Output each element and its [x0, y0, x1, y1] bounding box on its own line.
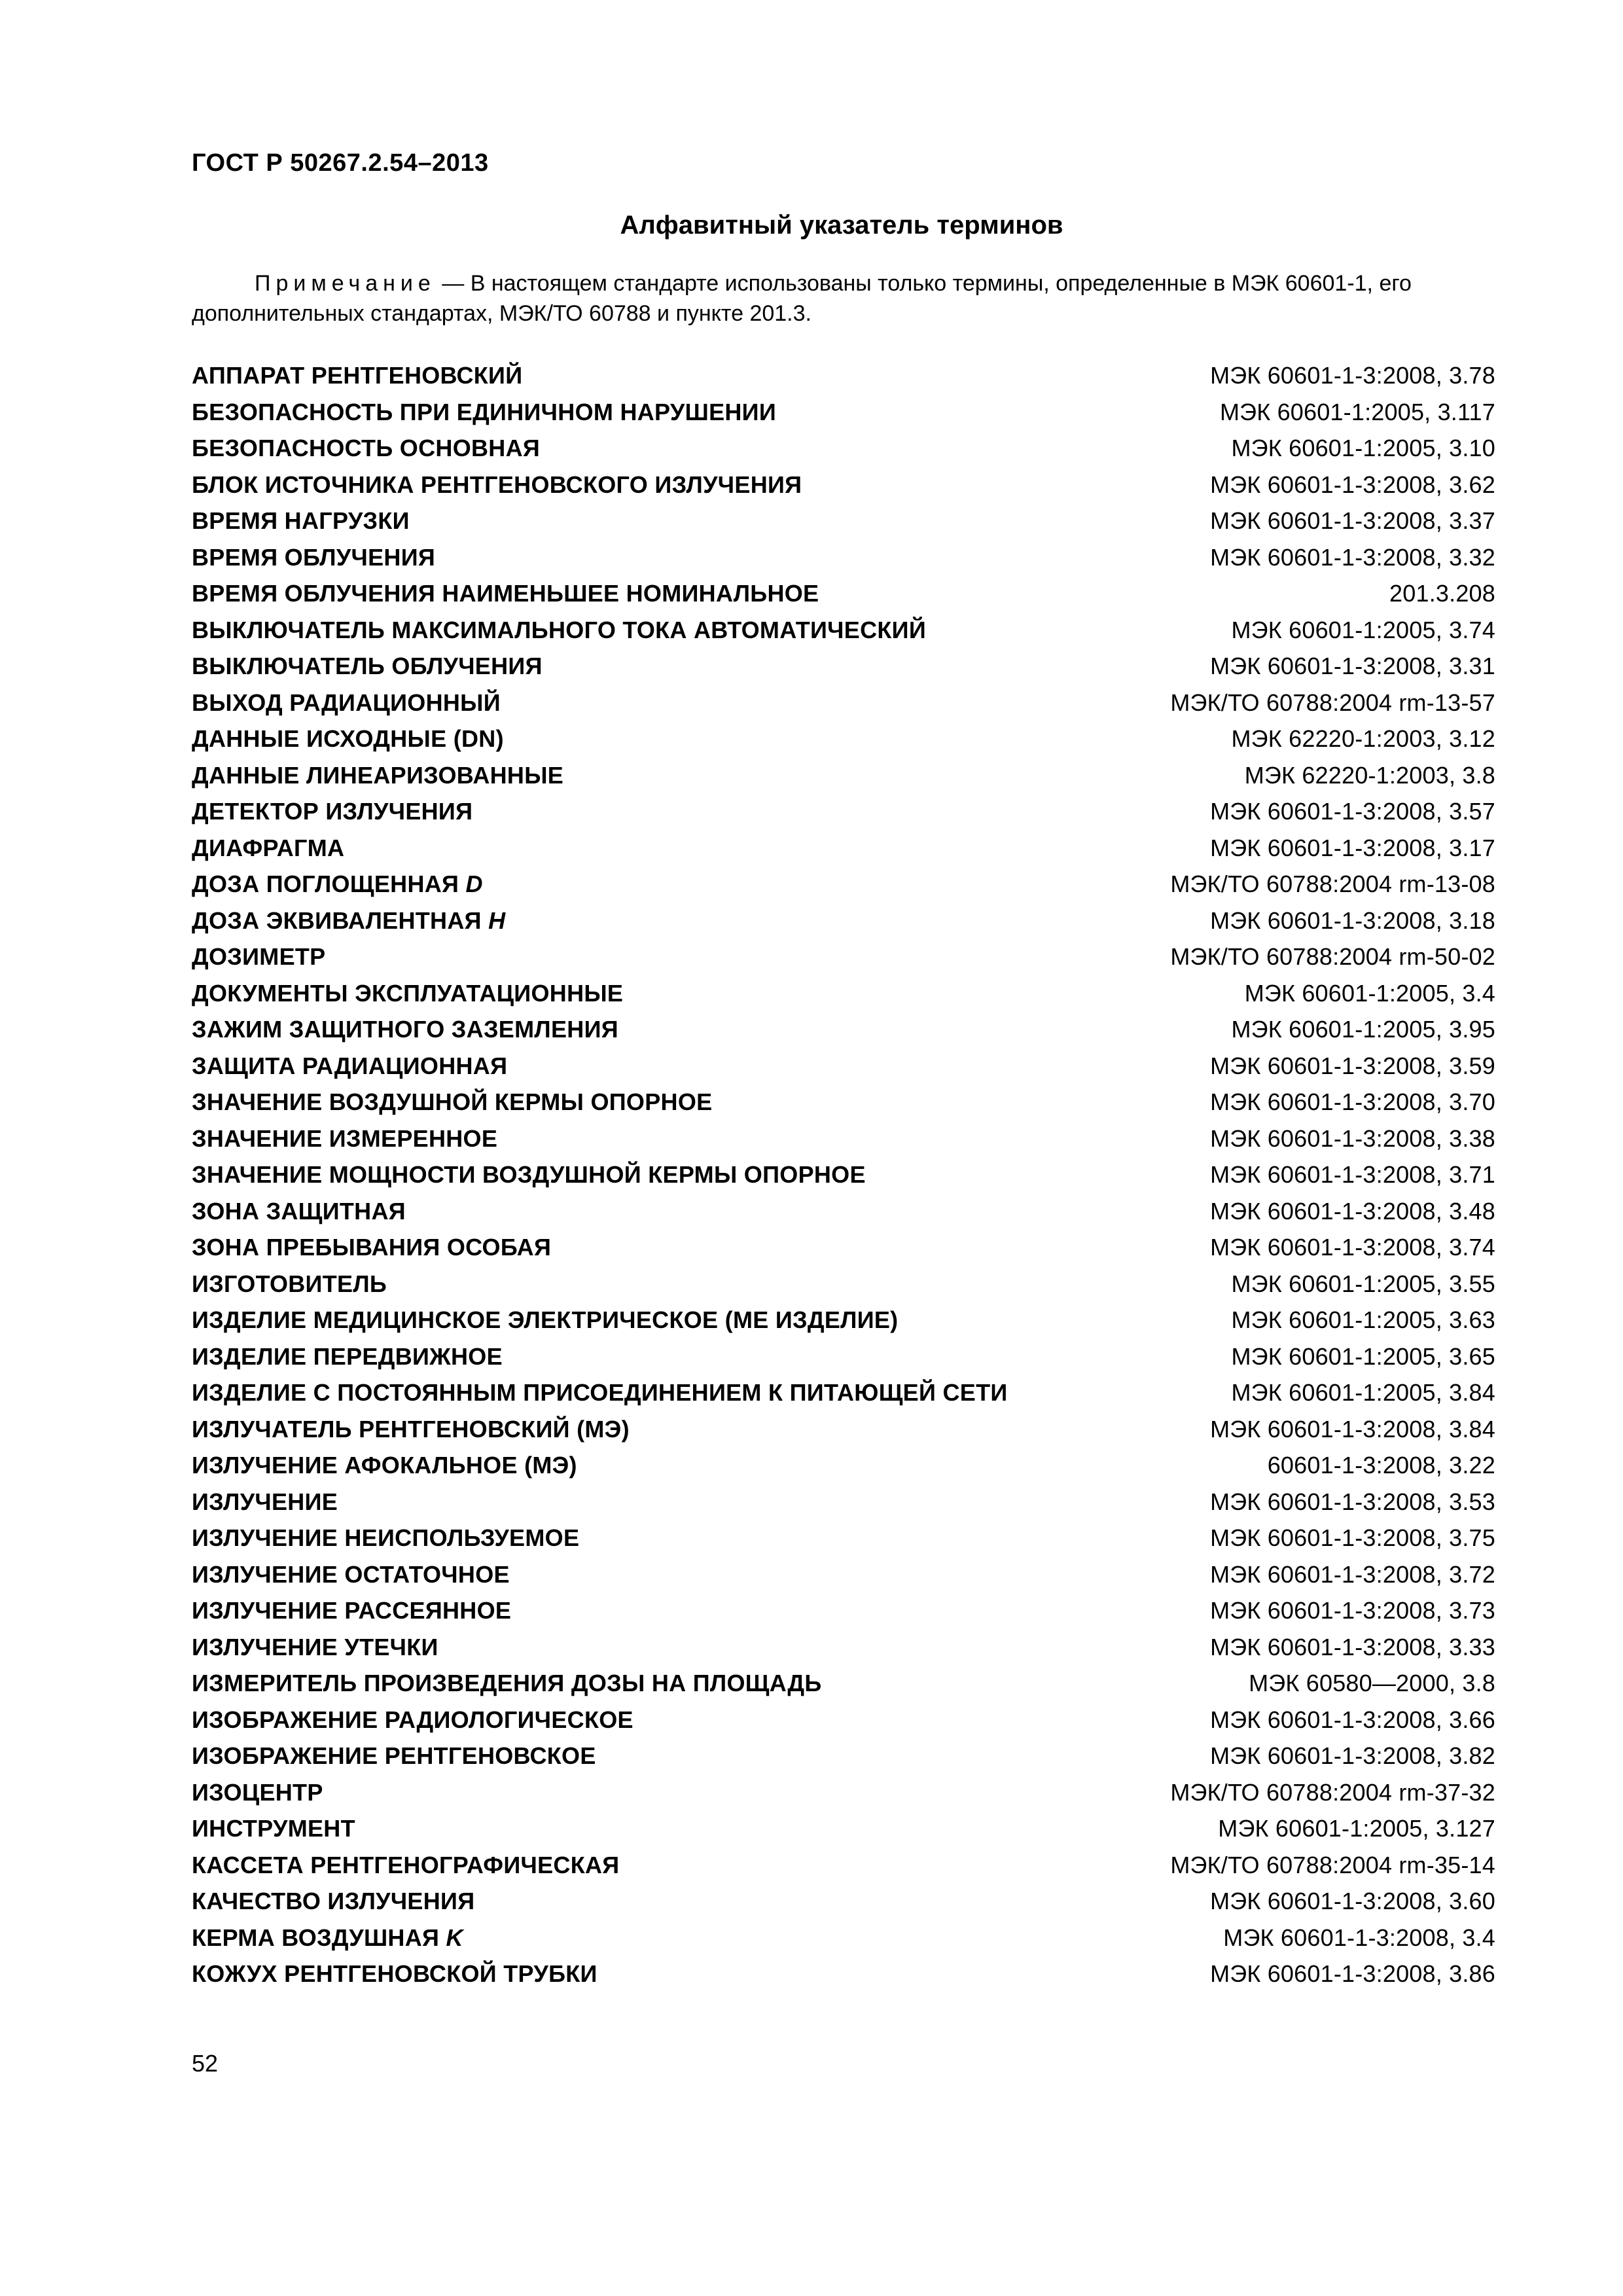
- term-name: [192, 430, 540, 467]
- term-name-text: ДОЗИМЕТР: [192, 943, 326, 970]
- term-name-text: ВРЕМЯ НАГРУЗКИ: [192, 507, 410, 534]
- term-name: [192, 1629, 438, 1666]
- term-row: [192, 648, 1495, 685]
- term-reference: МЭК 62220-1:2003, 3.12: [1231, 725, 1495, 752]
- term-reference: МЭК 62220-1:2003, 3.8: [1244, 761, 1495, 789]
- term-row: [192, 830, 1495, 867]
- term-symbol: D: [465, 870, 483, 897]
- term-row: [192, 1810, 1495, 1847]
- term-name: [192, 1484, 338, 1520]
- term-name-text: ИЗОЦЕНТР: [192, 1778, 323, 1806]
- term-name-text: ВЫХОД РАДИАЦИОННЫЙ: [192, 689, 501, 716]
- term-row: [192, 1738, 1495, 1774]
- term-row: [192, 539, 1495, 576]
- term-name-text: ВРЕМЯ ОБЛУЧЕНИЯ: [192, 543, 436, 571]
- term-name-text: ИЗЛУЧЕНИЕ УТЕЧКИ: [192, 1633, 438, 1660]
- term-name: [192, 1920, 463, 1956]
- term-name: [192, 1665, 822, 1702]
- term-row: [192, 685, 1495, 721]
- term-row: [192, 1883, 1495, 1920]
- term-name: [192, 866, 483, 903]
- term-name-text: ИЗЛУЧЕНИЕ ОСТАТОЧНОЕ: [192, 1560, 510, 1588]
- term-row: [192, 1229, 1495, 1266]
- term-reference: МЭК 60601-1-3:2008, 3.38: [1210, 1124, 1495, 1152]
- term-row: [192, 757, 1495, 794]
- term-row: [192, 1266, 1495, 1302]
- term-name-text: ДЕТЕКТОР ИЗЛУЧЕНИЯ: [192, 798, 473, 825]
- term-row: [192, 1665, 1495, 1702]
- term-name: [192, 648, 543, 685]
- term-reference: МЭК 60601-1:2005, 3.74: [1231, 616, 1495, 643]
- term-name-text: ДАННЫЕ ИСХОДНЫЕ (DN): [192, 725, 504, 752]
- term-name-text: КАССЕТА РЕНТГЕНОГРАФИЧЕСКАЯ: [192, 1851, 620, 1878]
- term-name: [192, 1774, 323, 1811]
- term-name-text: ЗНАЧЕНИЕ ИЗМЕРЕННОЕ: [192, 1124, 498, 1152]
- term-row: [192, 1556, 1495, 1593]
- term-name: [192, 539, 435, 576]
- term-row: [192, 1920, 1495, 1956]
- term-name-text: ВЫКЛЮЧАТЕЛЬ МАКСИМАЛЬНОГО ТОКА АВТОМАТИЧЕСКИЙ: [192, 616, 926, 643]
- term-row: [192, 1157, 1495, 1193]
- term-reference: МЭК 60601-1-3:2008, 3.57: [1210, 798, 1495, 825]
- term-name: [192, 357, 522, 394]
- term-row: [192, 612, 1495, 649]
- term-reference: МЭК 60601-1:2005, 3.63: [1231, 1306, 1495, 1333]
- term-row: [192, 1084, 1495, 1121]
- term-reference: 60601-1-3:2008, 3.22: [1267, 1452, 1495, 1479]
- term-name-text: ДАННЫЕ ЛИНЕАРИЗОВАННЫЕ: [192, 761, 564, 789]
- note-label: Примечание: [255, 271, 436, 296]
- term-name: [192, 685, 501, 721]
- term-row: [192, 1374, 1495, 1411]
- term-name-text: ДОЗА ПОГЛОЩЕННАЯ: [192, 870, 466, 897]
- term-name: [192, 1048, 507, 1085]
- term-name: [192, 830, 344, 867]
- term-row: [192, 1774, 1495, 1811]
- term-name: [192, 394, 776, 431]
- term-name: [192, 1556, 510, 1593]
- term-reference: МЭК 60601-1:2005, 3.10: [1231, 435, 1495, 461]
- term-reference: МЭК 60601-1-3:2008, 3.74: [1210, 1234, 1495, 1261]
- term-row: [192, 1121, 1495, 1157]
- term-reference: МЭК 60580—2000, 3.8: [1249, 1670, 1495, 1696]
- term-row: [192, 793, 1495, 830]
- term-name-text: КОЖУХ РЕНТГЕНОВСКОЙ ТРУБКИ: [192, 1960, 597, 1987]
- term-reference: 201.3.208: [1389, 580, 1495, 607]
- term-reference: МЭК 60601-1-3:2008, 3.71: [1210, 1161, 1495, 1188]
- term-name-text: ЗНАЧЕНИЕ ВОЗДУШНОЙ КЕРМЫ ОПОРНОЕ: [192, 1088, 713, 1115]
- term-name: [192, 1374, 1008, 1411]
- term-row: [192, 1411, 1495, 1448]
- term-row: [192, 1011, 1495, 1048]
- term-reference: МЭК 60601-1:2005, 3.84: [1231, 1379, 1495, 1406]
- term-name: [192, 757, 563, 794]
- term-name: [192, 793, 473, 830]
- term-name: [192, 1121, 497, 1157]
- term-reference: МЭК 60601-1-3:2008, 3.78: [1210, 362, 1495, 389]
- term-name: [192, 1810, 355, 1847]
- term-name: [192, 1847, 619, 1884]
- term-name: [192, 1084, 712, 1121]
- term-reference: МЭК 60601-1-3:2008, 3.59: [1210, 1052, 1495, 1079]
- term-name: [192, 612, 926, 649]
- term-name-text: ИЗОБРАЖЕНИЕ РАДИОЛОГИЧЕСКОЕ: [192, 1706, 633, 1733]
- term-row: [192, 1592, 1495, 1629]
- term-reference: МЭК 60601-1:2005, 3.4: [1244, 979, 1495, 1007]
- term-reference: МЭК 60601-1:2005, 3.95: [1231, 1016, 1495, 1043]
- term-row: [192, 1048, 1495, 1085]
- term-name: [192, 1956, 597, 1992]
- term-name-text: БЛОК ИСТОЧНИКА РЕНТГЕНОВСКОГО ИЗЛУЧЕНИЯ: [192, 471, 802, 498]
- term-reference: МЭК 60601-1:2005, 3.117: [1219, 398, 1495, 425]
- term-reference: МЭК 60601-1-3:2008, 3.4: [1223, 1924, 1495, 1951]
- term-row: [192, 394, 1495, 431]
- term-name-text: БЕЗОПАСНОСТЬ ОСНОВНАЯ: [192, 435, 541, 461]
- term-symbol: K: [446, 1924, 463, 1951]
- term-name: [192, 1411, 630, 1448]
- term-reference: МЭК 60601-1-3:2008, 3.17: [1210, 834, 1495, 861]
- term-name-text: ЗОНА ПРЕБЫВАНИЯ ОСОБАЯ: [192, 1234, 552, 1261]
- term-reference: МЭК 60601-1-3:2008, 3.86: [1210, 1960, 1495, 1987]
- term-reference: МЭК/ТО 60788:2004 rm-37-32: [1170, 1778, 1495, 1806]
- term-name-text: ИЗДЕЛИЕ ПЕРЕДВИЖНОЕ: [192, 1342, 503, 1370]
- term-row: [192, 903, 1495, 939]
- term-row: [192, 939, 1495, 975]
- term-row: [192, 1447, 1495, 1484]
- term-row: [192, 975, 1495, 1012]
- term-row: [192, 866, 1495, 903]
- term-row: [192, 1629, 1495, 1666]
- term-name-text: ИЗОБРАЖЕНИЕ РЕНТГЕНОВСКОЕ: [192, 1742, 596, 1769]
- term-row: [192, 1484, 1495, 1520]
- term-name: [192, 1266, 387, 1302]
- term-name: [192, 1302, 898, 1338]
- term-row: [192, 1193, 1495, 1230]
- term-reference: МЭК/ТО 60788:2004 rm-35-14: [1170, 1851, 1495, 1878]
- term-reference: МЭК 60601-1-3:2008, 3.82: [1210, 1742, 1495, 1769]
- term-reference: МЭК 60601-1-3:2008, 3.53: [1210, 1488, 1495, 1515]
- term-reference: МЭК/ТО 60788:2004 rm-50-02: [1170, 943, 1495, 970]
- term-name: [192, 1447, 577, 1484]
- term-name-text: ДОКУМЕНТЫ ЭКСПЛУАТАЦИОННЫЕ: [192, 979, 624, 1007]
- term-reference: МЭК 60601-1:2005, 3.127: [1218, 1815, 1495, 1842]
- term-name-text: ИНСТРУМЕНТ: [192, 1815, 355, 1842]
- page-number: 52: [192, 2050, 219, 2077]
- term-name-text: ИЗЛУЧЕНИЕ РАССЕЯННОЕ: [192, 1597, 512, 1624]
- section-title: Алфавитный указатель терминов: [620, 211, 1063, 240]
- term-name: [192, 939, 325, 975]
- term-reference: МЭК 60601-1-3:2008, 3.48: [1210, 1197, 1495, 1225]
- term-row: [192, 503, 1495, 539]
- term-name-text: АППАРАТ РЕНТГЕНОВСКИЙ: [192, 362, 523, 389]
- term-name: [192, 1702, 633, 1738]
- term-reference: МЭК 60601-1-3:2008, 3.31: [1210, 653, 1495, 679]
- term-reference: МЭК 60601-1-3:2008, 3.84: [1210, 1415, 1495, 1443]
- term-row: [192, 1702, 1495, 1738]
- term-name-text: ИЗЛУЧЕНИЕ АФОКАЛЬНОЕ (МЭ): [192, 1452, 577, 1479]
- term-name-text: ДОЗА ЭКВИВАЛЕНТНАЯ: [192, 906, 489, 934]
- term-reference: МЭК 60601-1-3:2008, 3.70: [1210, 1088, 1495, 1115]
- term-reference: МЭК/ТО 60788:2004 rm-13-08: [1170, 870, 1495, 897]
- term-name: [192, 1157, 866, 1193]
- term-name-text: ИЗДЕЛИЕ МЕДИЦИНСКОЕ ЭЛЕКТРИЧЕСКОЕ (МЕ ИЗДЕЛИЕ): [192, 1306, 899, 1333]
- term-name-text: ВРЕМЯ ОБЛУЧЕНИЯ НАИМЕНЬШЕЕ НОМИНАЛЬНОЕ: [192, 580, 819, 607]
- term-reference: МЭК 60601-1-3:2008, 3.18: [1210, 906, 1495, 934]
- term-reference: МЭК 60601-1-3:2008, 3.32: [1210, 543, 1495, 571]
- term-row: [192, 575, 1495, 612]
- term-name: [192, 503, 410, 539]
- term-name: [192, 975, 623, 1012]
- term-name: [192, 1229, 551, 1266]
- term-symbol: H: [488, 906, 506, 934]
- term-row: [192, 1956, 1495, 1992]
- term-reference: МЭК 60601-1:2005, 3.65: [1231, 1342, 1495, 1370]
- term-row: [192, 721, 1495, 757]
- document-header-id: ГОСТ Р 50267.2.54–2013: [192, 149, 489, 177]
- note-paragraph: [192, 268, 1494, 329]
- term-name: [192, 575, 819, 612]
- term-name: [192, 1011, 618, 1048]
- term-name: [192, 721, 504, 757]
- term-reference: МЭК 60601-1-3:2008, 3.62: [1210, 471, 1495, 498]
- term-row: [192, 467, 1495, 503]
- term-name: [192, 1193, 406, 1230]
- term-name-text: КЕРМА ВОЗДУШНАЯ: [192, 1924, 446, 1951]
- term-name: [192, 1883, 474, 1920]
- term-name: [192, 1592, 511, 1629]
- term-reference: МЭК 60601-1-3:2008, 3.75: [1210, 1524, 1495, 1551]
- term-name: [192, 903, 505, 939]
- term-row: [192, 1520, 1495, 1556]
- term-name-text: ЗНАЧЕНИЕ МОЩНОСТИ ВОЗДУШНОЙ КЕРМЫ ОПОРНОЕ: [192, 1161, 866, 1188]
- term-reference: МЭК 60601-1-3:2008, 3.72: [1210, 1560, 1495, 1588]
- term-row: [192, 430, 1495, 467]
- term-reference: МЭК 60601-1:2005, 3.55: [1231, 1270, 1495, 1297]
- term-name: [192, 1738, 596, 1774]
- term-name-text: ЗОНА ЗАЩИТНАЯ: [192, 1197, 406, 1225]
- term-row: [192, 1338, 1495, 1375]
- term-reference: МЭК/ТО 60788:2004 rm-13-57: [1170, 689, 1495, 716]
- term-row: [192, 1847, 1495, 1884]
- terms-index-list: [192, 357, 1495, 1992]
- note-text: — В настоящем стандарте использованы только термины, определенные в МЭК 60601-1, его дополнительных стандартах, МЭК/ТО 60788 и пункте 201.3.: [192, 271, 1412, 326]
- term-reference: МЭК 60601-1-3:2008, 3.33: [1210, 1633, 1495, 1660]
- term-name-text: ИЗДЕЛИЕ С ПОСТОЯННЫМ ПРИСОЕДИНЕНИЕМ К ПИТАЮЩЕЙ СЕТИ: [192, 1379, 1008, 1406]
- term-name-text: БЕЗОПАСНОСТЬ ПРИ ЕДИНИЧНОМ НАРУШЕНИИ: [192, 398, 777, 425]
- term-reference: МЭК 60601-1-3:2008, 3.37: [1210, 507, 1495, 534]
- term-name-text: ИЗГОТОВИТЕЛЬ: [192, 1270, 387, 1297]
- term-name-text: ВЫКЛЮЧАТЕЛЬ ОБЛУЧЕНИЯ: [192, 653, 543, 679]
- term-name-text: ИЗЛУЧЕНИЕ: [192, 1488, 338, 1515]
- term-reference: МЭК 60601-1-3:2008, 3.73: [1210, 1597, 1495, 1624]
- term-name-text: ДИАФРАГМА: [192, 834, 345, 861]
- term-row: [192, 357, 1495, 394]
- term-name: [192, 1520, 579, 1556]
- term-name: [192, 467, 802, 503]
- term-name-text: ЗАЩИТА РАДИАЦИОННАЯ: [192, 1052, 508, 1079]
- term-name-text: ЗАЖИМ ЗАЩИТНОГО ЗАЗЕМЛЕНИЯ: [192, 1016, 618, 1043]
- term-name-text: КАЧЕСТВО ИЗЛУЧЕНИЯ: [192, 1888, 475, 1914]
- term-name: [192, 1338, 503, 1375]
- term-reference: МЭК 60601-1-3:2008, 3.60: [1210, 1888, 1495, 1914]
- term-reference: МЭК 60601-1-3:2008, 3.66: [1210, 1706, 1495, 1733]
- term-name-text: ИЗЛУЧЕНИЕ НЕИСПОЛЬЗУЕМОЕ: [192, 1524, 580, 1551]
- term-name-text: ИЗМЕРИТЕЛЬ ПРОИЗВЕДЕНИЯ ДОЗЫ НА ПЛОЩАДЬ: [192, 1670, 822, 1696]
- term-name-text: ИЗЛУЧАТЕЛЬ РЕНТГЕНОВСКИЙ (МЭ): [192, 1415, 630, 1443]
- term-row: [192, 1302, 1495, 1338]
